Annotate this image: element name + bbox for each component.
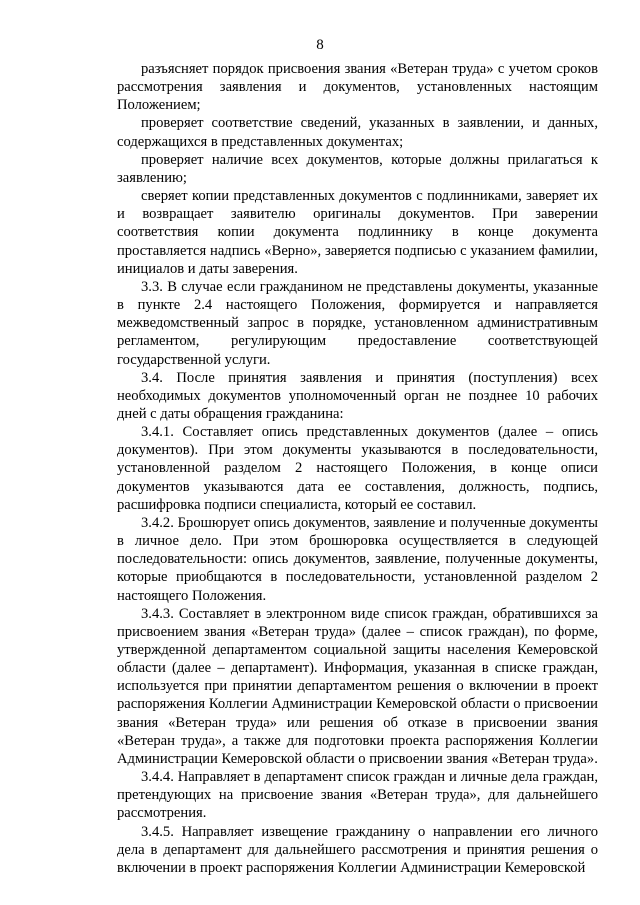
page-number: 8 <box>316 37 324 53</box>
paragraph: 3.4.4. Направляет в департамент список граждан и личные дела граждан, претендующих на присвоение звания «Ветеран труда», для дальнейшего рассмотрения. <box>117 769 598 822</box>
paragraph: разъясняет порядок присвоения звания «Ветеран труда» с учетом сроков рассмотрения заявления и документов, установленных настоящим Положением; <box>117 61 598 114</box>
paragraph: 3.4.1. Составляет опись представленных документов (далее – опись документов). При этом документы указываются в последовательности, установленной разделом 2 настоящего Положения, в конце описи документов указываются дата ее составления, должность, подпись, расшифровка подписи специалиста, который ее составил. <box>117 424 598 513</box>
paragraph: 3.4.2. Брошюрует опись документов, заявление и полученные документы в личное дело. При этом брошюровка осуществляется в следующей последовательности: опись документов, заявление, полученные документы, которые приобщаются в последовательности, установленной разделом 2 настоящего Положения. <box>117 514 598 604</box>
paragraph: проверяет соответствие сведений, указанных в заявлении, и данных, содержащихся в представленных документах; <box>117 115 598 150</box>
document-body <box>117 60 598 877</box>
paragraph: 3.4.5. Направляет извещение гражданину о направлении его личного дела в департамент для дальнейшего рассмотрения и принятия решения о включении в проект распоряжения Коллегии Администрации Кемеровской <box>117 823 598 876</box>
paragraph: 3.4. После принятия заявления и принятия (поступления) всех необходимых документов уполномоченный орган не позднее 10 рабочих дней с даты обращения гражданина: <box>117 369 598 422</box>
paragraph: проверяет наличие всех документов, которые должны прилагаться к заявлению; <box>117 151 598 186</box>
paragraph: 3.4.3. Составляет в электронном виде список граждан, обратившихся за присвоением звания «Ветеран труда» (далее – список граждан), по форме, утвержденной департаментом социальной защиты населения Кемеровской области (далее – департамент). Информация, указанная в списке граждан, используется при принятии департаментом решения о включении в проект распоряжения Коллегии Администрации Кемеровской области о присвоении звания «Ветеран труда» или решения об отказе в присвоении звания «Ветеран труда», а также для подготовки проекта распоряжения Коллегии Администрации Кемеровской области о присвоении звания «Ветеран труда». <box>117 605 598 767</box>
paragraph: 3.3. В случае если гражданином не представлены документы, указанные в пункте 2.4 настоящего Положения, формируется и направляется межведомственный запрос в порядке, установленном административным регламентом, регулирующим предоставление соответствующей государственной услуги. <box>117 278 598 368</box>
paragraph: сверяет копии представленных документов с подлинниками, заверяет их и возвращает заявителю оригиналы документов. При заверении соответствия копии документа подлиннику в конце документа проставляется надпись «Верно», заверяется подписью с указанием фамилии, инициалов и даты заверения. <box>117 188 598 277</box>
